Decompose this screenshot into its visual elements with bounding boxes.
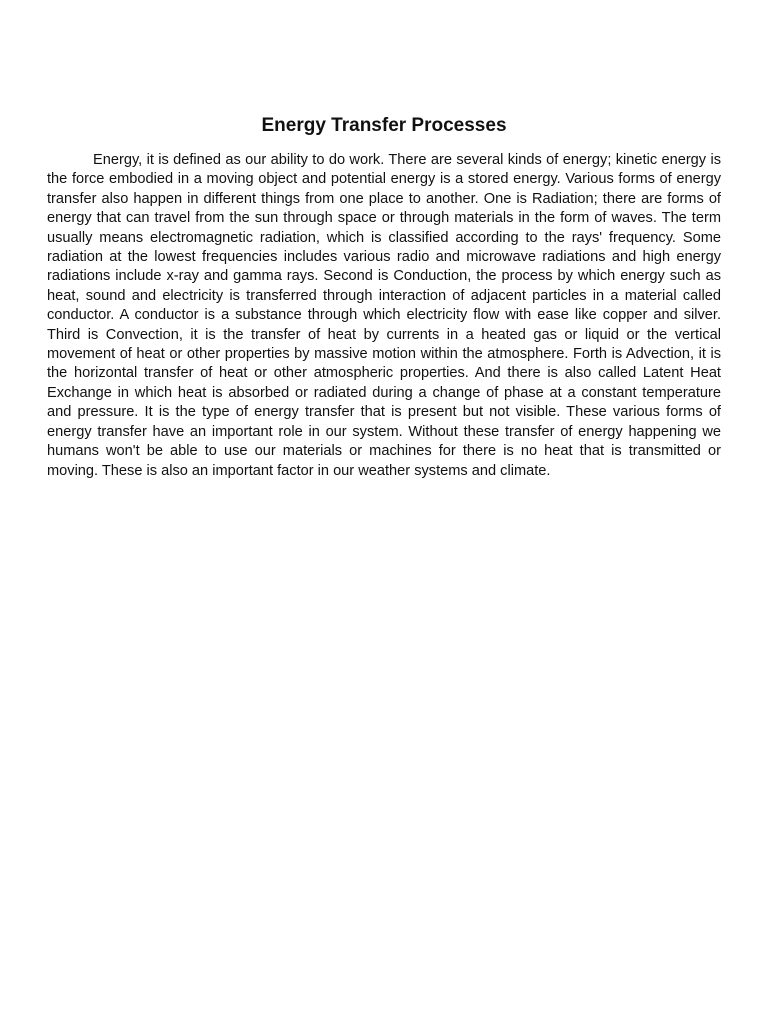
document-title: Energy Transfer Processes	[261, 115, 507, 136]
body-paragraph: Energy, it is defined as our ability to do work. There are several kinds of energy; kinetic energy is the force embodied in a moving object and potential energy is a stored energy. Various forms of energy transfer also happen in different things from one place to another. One is Radiation; there are forms of energy that can travel from the sun through space or through materials in the form of waves. The term usually means electromagnetic radiation, which is classified according to the rays' frequency. Some radiation at the lowest frequencies includes various radio and microwave radiations and high energy radiations include x-ray and gamma rays. Second is Conduction, the process by which energy such as heat, sound and electricity is transferred through interaction of adjacent particles in a material called conductor. A conductor is a substance through which electricity flow with ease like copper and silver. Third is Convection, it is the transfer of heat by currents in a heated gas or liquid or the vertical movement of heat or other properties by massive motion within the atmosphere. Forth is Advection, it is the horizontal transfer of heat or other atmospheric properties. And there is also called Latent Heat Exchange in which heat is absorbed or radiated during a change of phase at a constant temperature and pressure. It is the type of energy transfer that is present but not visible. These various forms of energy transfer have an important role in our system. Without these transfer of energy happening we humans won't be able to use our materials or machines for there is no heat that is transmitted or moving. These is also an important factor in our weather systems and climate.	[47, 152, 721, 479]
